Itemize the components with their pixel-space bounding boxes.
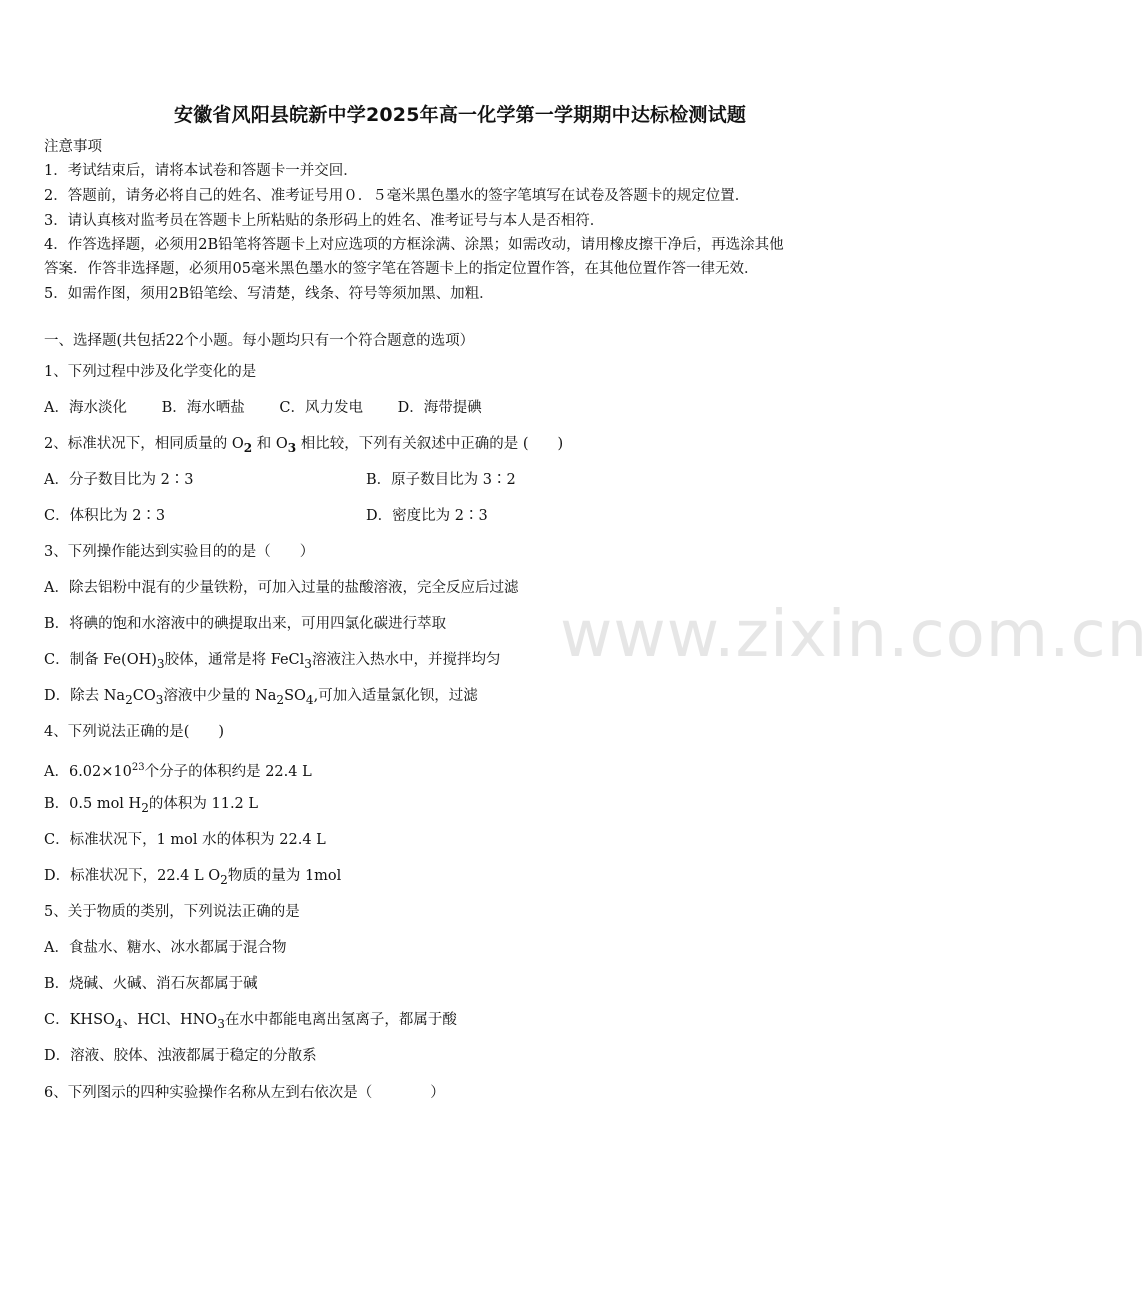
notice-heading: 注意事项 <box>44 139 102 155</box>
q5-c-subscript: 4 <box>114 1016 123 1031</box>
q3-d-subscript: 4 <box>305 692 314 707</box>
q3-d-subscript: 2 <box>125 692 133 707</box>
question-6-stem: 6、下列图示的四种实验操作名称从左到右依次是（ ） <box>44 1085 445 1101</box>
q3-d-subscript: 2 <box>276 692 285 707</box>
q3-d-subscript: 3 <box>155 692 164 707</box>
q3-d-text: ,可加入适量氯化钡，过滤 <box>313 688 478 704</box>
q4-b-subscript: 2 <box>141 800 149 815</box>
q5-option-c <box>44 1010 457 1034</box>
notice-item-3: 3．请认真核对监考员在答题卡上所粘贴的条形码上的姓名、准考证号与本人是否相符． <box>44 213 605 229</box>
q3-d-text: CO <box>132 688 156 704</box>
q4-option-b <box>44 794 258 818</box>
q3-d-text: D．除去 Na <box>44 688 126 704</box>
notice-item-2: 2．答题前，请务必将自己的姓名、准考证号用０．５毫米黑色墨水的签字笔填写在试卷及答题卡的规定位置． <box>44 188 750 204</box>
q3-option-b: B．将碘的饱和水溶液中的碘提取出来，可用四氯化碳进行萃取 <box>44 616 447 632</box>
notice-item-1: 1．考试结束后，请将本试卷和答题卡一并交回． <box>44 163 358 179</box>
q2-stem-text: 相比较，下列有关叙述中正确的是 ( ) <box>296 436 564 452</box>
notice-item-5: 5．如需作图，须用2B铅笔绘、写清楚，线条、符号等须加黑、加粗． <box>44 286 494 302</box>
q4-a-text: A．6.02×10 <box>44 763 132 780</box>
q3-d-text: 溶液中少量的 Na <box>163 688 277 704</box>
q5-option-a: A．食盐水、糖水、冰水都属于混合物 <box>44 940 287 956</box>
question-5-stem: 5、关于物质的类别，下列说法正确的是 <box>44 904 300 920</box>
q4-option-c: C．标准状况下，1 mol 水的体积为 22.4 L <box>44 832 326 848</box>
q4-a-text: 个分子的体积约是 22.4 L <box>144 763 312 780</box>
question-3-stem: 3、下列操作能达到实验目的的是（ ） <box>44 544 315 560</box>
q4-b-text: 的体积为 11.2 L <box>148 796 259 812</box>
q3-c-text: C．制备 Fe(OH) <box>44 652 157 668</box>
q5-option-d: D．溶液、胶体、浊液都属于稳定的分散系 <box>44 1048 317 1064</box>
q2-option-d: D．密度比为 2∶3 <box>366 508 488 524</box>
q5-c-text: 、HCl、HNO <box>122 1012 218 1028</box>
notice-item-4-cont: 答案．作答非选择题，必须用05毫米黑色墨水的签字笔在答题卡上的指定位置作答，在其他位置作答一律无效． <box>44 261 759 277</box>
q3-c-text: 胶体，通常是将 FeCl <box>164 652 305 668</box>
q2-option-c: C．体积比为 2∶3 <box>44 508 166 524</box>
q2-option-b: B．原子数目比为 3∶2 <box>366 472 516 488</box>
q3-d-text: SO <box>284 688 306 704</box>
question-4-stem: 4、下列说法正确的是( ) <box>44 724 225 740</box>
q2-option-a: A．分子数目比为 2∶3 <box>44 472 194 488</box>
page-title: 安徽省风阳县皖新中学2025年高一化学第一学期期中达标检测试题 <box>173 104 747 126</box>
q4-option-a <box>44 758 312 782</box>
q2-subscript: 2 <box>243 440 253 455</box>
q1-option-c: C．风力发电 <box>279 400 363 416</box>
q1-option-a: A．海水淡化 <box>44 400 127 416</box>
question-2-stem <box>44 434 563 458</box>
watermark-text: www.zixin.com.cn <box>560 598 1148 672</box>
q3-c-subscript: 3 <box>156 656 165 671</box>
q4-b-text: B．0.5 mol H <box>44 796 142 812</box>
q5-option-b: B．烧碱、火碱、消石灰都属于碱 <box>44 976 258 992</box>
q4-d-subscript: 2 <box>220 872 228 887</box>
q1-option-d: D．海带提碘 <box>397 400 482 416</box>
section-heading: 一、选择题(共包括22个小题。每小题均只有一个符合题意的选项） <box>44 333 475 349</box>
q3-option-d <box>44 686 478 710</box>
q1-option-b: B．海水晒盐 <box>161 400 245 416</box>
q3-c-text: 溶液注入热水中，并搅拌均匀 <box>311 652 501 668</box>
q5-c-subscript: 3 <box>217 1016 225 1031</box>
q2-subscript: 3 <box>287 440 297 455</box>
q5-c-text: C．KHSO <box>44 1012 115 1028</box>
q4-d-text: 物质的量为 1mol <box>227 868 342 884</box>
q2-stem-text: 2、标准状况下，相同质量的 O <box>44 436 244 452</box>
q2-stem-text: 和 O <box>252 436 288 452</box>
q4-option-d <box>44 866 341 890</box>
notice-item-4: 4．作答选择题，必须用2B铅笔将答题卡上对应选项的方框涂满、涂黑；如需改动，请用橡皮擦干净后，再选涂其他 <box>44 237 784 253</box>
question-1-options <box>44 398 482 418</box>
q4-a-superscript: 23 <box>131 762 145 773</box>
q3-option-a: A．除去铝粉中混有的少量铁粉，可加入过量的盐酸溶液，完全反应后过滤 <box>44 580 519 596</box>
q3-c-subscript: 3 <box>304 656 312 671</box>
q5-c-text: 在水中都能电离出氢离子，都属于酸 <box>224 1012 457 1028</box>
question-1-stem: 1、下列过程中涉及化学变化的是 <box>44 364 257 380</box>
q3-option-c <box>44 650 500 674</box>
q4-d-text: D．标准状况下，22.4 L O <box>44 868 221 884</box>
